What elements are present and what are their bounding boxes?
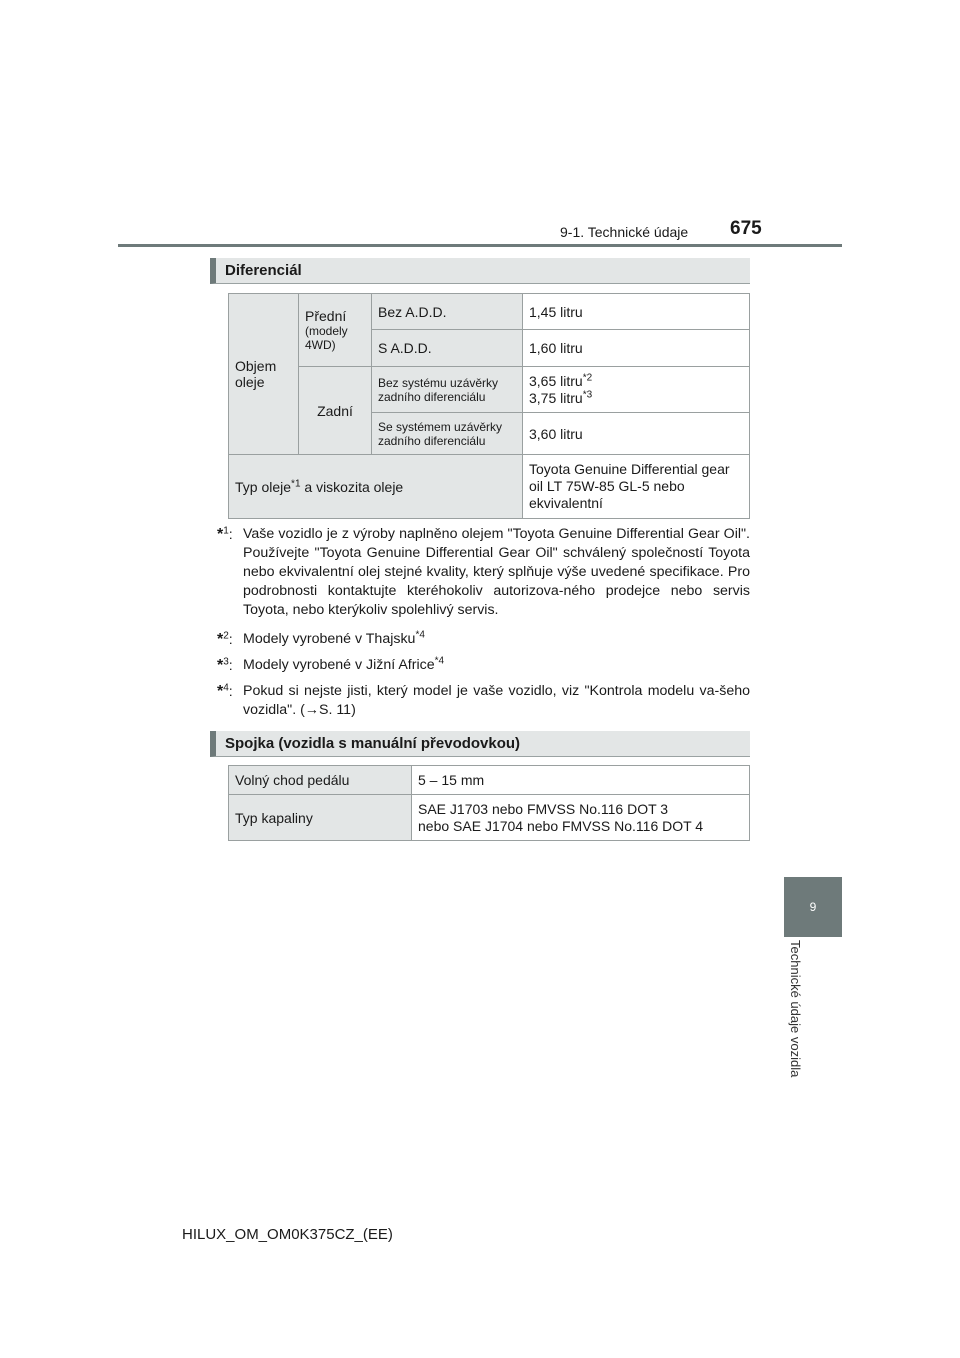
row-label: S A.D.D. [372, 330, 523, 367]
footnote-num: 1 [223, 525, 229, 537]
footnote-text: Pokud si nejste jisti, který model je vaše vozidlo, viz "Kontrola modelu va-šeho vozidla". (→S. 11) [243, 683, 750, 718]
clutch-table [228, 765, 750, 841]
predni-sub-text: (modely 4WD) [305, 324, 348, 352]
typ-oleje-value: Toyota Genuine Differential gear oil LT 75W-85 GL-5 nebo ekvivalentní [523, 455, 750, 519]
typ-label-b: a viskozita oleje [300, 478, 404, 495]
chapter-tab [784, 877, 842, 937]
footnote-text: Modely vyrobené v Thajsku [243, 631, 416, 647]
section-heading-text: Diferenciál [225, 262, 302, 279]
section-heading-text: Spojka (vozidla s manuální převodovkou) [225, 735, 521, 752]
typ-oleje-label [229, 455, 523, 519]
footnote-num: 3 [223, 656, 229, 668]
document-code: HILUX_OM_OM0K375CZ_(EE) [182, 1226, 393, 1243]
footnote-3: *$^3$: Modely vyrobené v Jižní Africe$^{*4}$ [217, 655, 445, 674]
predni-text: Přední [305, 308, 347, 324]
footnote-star: * [217, 657, 224, 674]
footnote-star: * [217, 526, 224, 543]
row-label: Bez systému uzávěrky zadního diferenciálu [372, 367, 523, 413]
zadni-label: Zadní [299, 367, 372, 455]
row-value [523, 367, 750, 413]
value-b: 3,75 litru [529, 389, 583, 406]
header-rule [118, 244, 842, 247]
footnote-text: Modely vyrobené v Jižní Africe [243, 657, 435, 673]
footnote-num: 2 [223, 630, 229, 642]
row-label: Bez A.D.D. [372, 294, 523, 330]
footnote-num: 4 [223, 682, 229, 694]
row-value: 5 – 15 mm [412, 766, 750, 795]
row-value: 1,60 litru [523, 330, 750, 367]
footnote-ref: *4 [434, 655, 445, 667]
predni-label [299, 294, 372, 367]
page-number: 675 [730, 218, 762, 239]
typ-label-a: Typ oleje [235, 478, 292, 495]
differential-table [228, 293, 750, 519]
section-heading-diferencial [210, 258, 750, 284]
footnote-2: *$^2$: Modely vyrobené v Thajsku$^{*4}$ [217, 629, 425, 648]
footnote-ref: *4 [415, 629, 425, 641]
footnote-1: *$^1$: Vaše vozidlo je z výroby naplněno olejem "Toyota Genuine Differential Gear Oil". Používejte "Toyota Genuine Differential Gear Oil" schválený společností Toyota nebo ekvivalentní olej stejné kvality, který splňuje výše uvedené specifikace. Pro podrobnosti kontaktujte kteréhokoliv autorizova-ného prodejce nebo servis Toyota, nebo kterýkoliv spolehlivý servis. [217, 525, 750, 618]
footnote-star: * [217, 683, 224, 700]
chapter-title-vertical: Technické údaje vozidla [788, 940, 803, 1078]
footnote-text: Vaše vozidlo je z výroby naplněno olejem "Toyota Genuine Differential Gear Oil". Používejte "Toyota Genuine Differential Gear Oil" schválený společností Toyota nebo ekvivalentní olej stejné kvality, který splňuje výše uvedené specifikace. Pro podrobnosti kontaktujte kteréhokoliv autorizova-ného prodejce nebo servis Toyota, nebo kterýkoliv spolehlivý servis. [243, 526, 750, 618]
typ-ref: *1 [291, 477, 301, 489]
row-label: Volný chod pedálu [229, 766, 412, 795]
section-title: 9-1. Technické údaje [560, 224, 689, 240]
ref-b: *3 [582, 388, 593, 400]
ref-a: *2 [582, 371, 593, 383]
footnote-star: * [217, 631, 224, 648]
value-a: 3,65 litru [529, 372, 583, 389]
row-label: Se systémem uzávěrky zadního diferenciálu [372, 413, 523, 455]
value-a: SAE J1703 nebo FMVSS No.116 DOT 3 [418, 800, 669, 817]
footnote-4: *$^4$: Pokud si nejste jisti, který model je vaše vozidlo, viz "Kontrola modelu va-šeho vozidla". (→S. 11) [217, 682, 750, 718]
value-b: nebo SAE J1704 nebo FMVSS No.116 DOT 4 [418, 817, 704, 834]
row-label: Typ kapaliny [229, 795, 412, 841]
row-value: 1,45 litru [523, 294, 750, 330]
objem-label: Objem oleje [229, 294, 299, 455]
chapter-number: 9 [809, 900, 817, 914]
section-heading-spojka [210, 731, 750, 757]
row-value: 3,60 litru [523, 413, 750, 455]
row-value [412, 795, 750, 841]
